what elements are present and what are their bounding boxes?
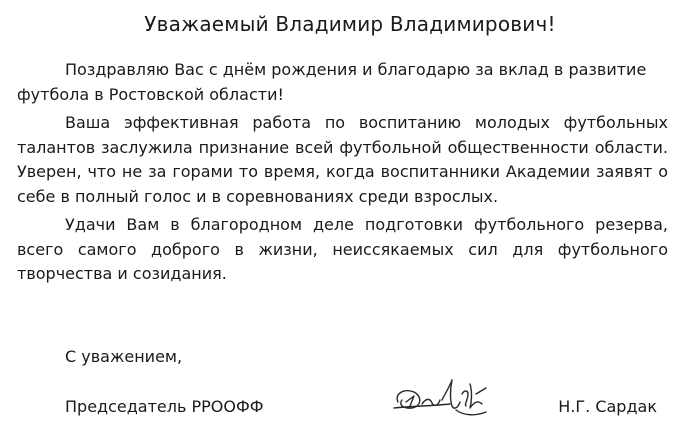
- salutation-heading: Уважаемый Владимир Владимирович!: [144, 12, 556, 36]
- signatory-name: Н.Г. Сардак: [558, 397, 657, 416]
- handwritten-signature: [392, 372, 496, 422]
- letter-body: [17, 58, 668, 291]
- paragraph-wishes: Удачи Вам в благородном деле подготовки футбольного резерва, всего самого доброго в жизни, неиссякаемых сил для футбольного творчества и созидания.: [17, 215, 668, 283]
- paragraph-achievement: Ваша эффективная работа по воспитанию молодых футбольных талантов заслужила признание всей футбольной общественности области. Уверен, что не за горами то время, когда воспитанники Академии заявят о себе в полный голос и в соревнованиях среди взрослых.: [17, 113, 668, 206]
- paragraph-congratulation: Поздравляю Вас с днём рождения и благодарю за вклад в развитие футбола в Ростовской области!: [17, 60, 647, 104]
- signatory-position: Председатель РРООФФ: [65, 397, 264, 416]
- closing-regards: С уважением,: [65, 347, 183, 366]
